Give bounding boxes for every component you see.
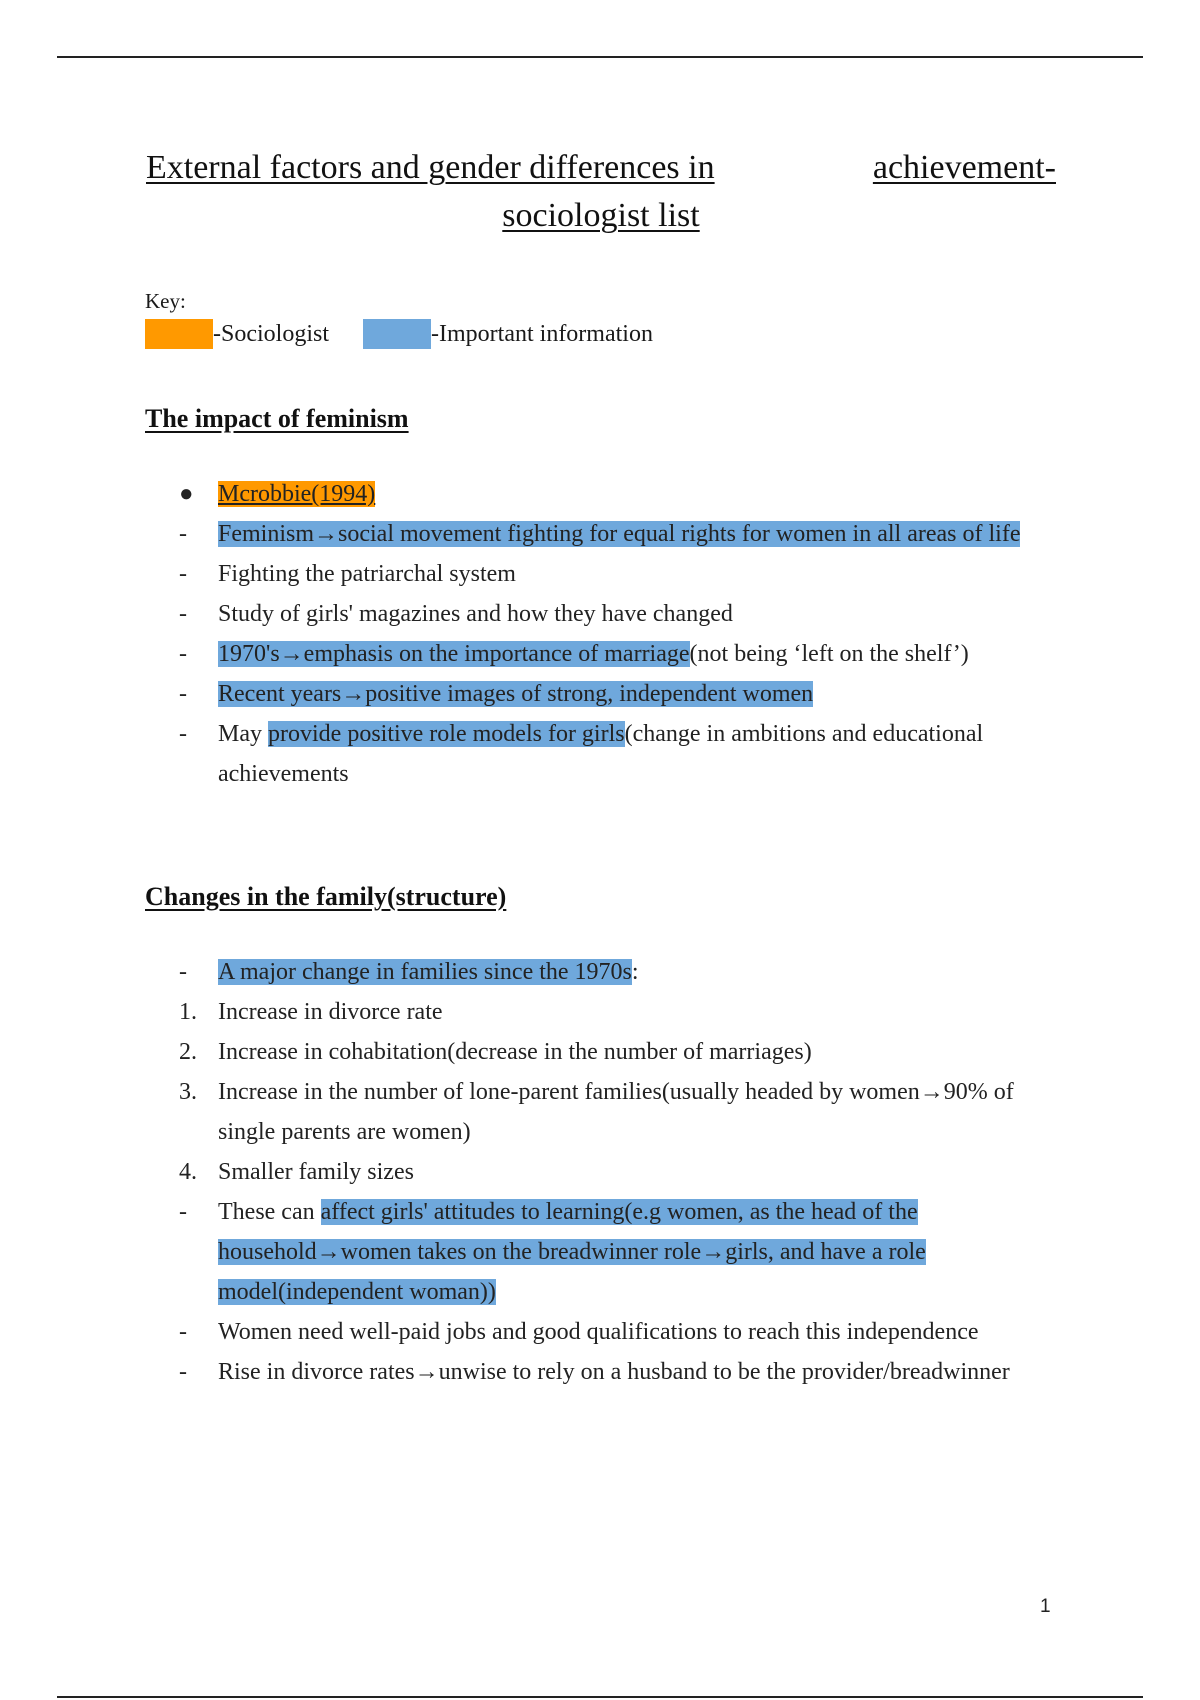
item-text: These can <box>218 1199 321 1225</box>
item-text: Smaller family sizes <box>218 1159 414 1185</box>
dash-marker: - <box>179 641 187 667</box>
page-title <box>146 144 1056 240</box>
important-swatch <box>363 319 431 349</box>
dash-marker: - <box>179 1199 187 1225</box>
list-item <box>145 992 1065 1032</box>
list-item <box>145 1152 1065 1192</box>
item-highlight: 1970's→emphasis on the importance of marriage <box>218 641 690 667</box>
item-text: : <box>631 959 639 985</box>
dash-marker: - <box>179 561 187 587</box>
list-item <box>145 1312 1065 1352</box>
number-marker: 2. <box>179 1039 197 1065</box>
top-rule <box>57 56 1143 58</box>
dash-marker: - <box>179 959 187 985</box>
bottom-rule <box>57 1696 1143 1698</box>
page-number: 1 <box>1040 1596 1051 1617</box>
item-highlight: provide positive role models for girls <box>268 721 625 747</box>
feminism-list <box>145 474 1065 794</box>
list-item <box>145 1192 1065 1312</box>
list-item <box>145 514 1065 554</box>
list-item <box>145 594 1065 634</box>
dash-marker: - <box>179 601 187 627</box>
item-highlight: A major change in families since the 1970s <box>218 959 632 985</box>
list-item <box>145 674 1065 714</box>
sociologist-swatch <box>145 319 213 349</box>
number-marker: 3. <box>179 1079 197 1105</box>
item-highlight: affect girls' attitudes to learning(e.g women, as the head of the household→women takes on the breadwinner role→girls, and have a role model(independent woman)) <box>218 1199 926 1305</box>
number-marker: 4. <box>179 1159 197 1185</box>
sociologist-key-text: -Sociologist <box>213 320 330 347</box>
item-text: Increase in cohabitation(decrease in the number of marriages) <box>218 1039 812 1065</box>
family-list <box>145 952 1065 1392</box>
item-text: Recent years→positive images of strong, independent women <box>218 681 814 707</box>
title-line2: sociologist list <box>502 197 700 234</box>
dash-marker: - <box>179 1359 187 1385</box>
family-heading: Changes in the family(structure) <box>145 882 507 911</box>
list-item <box>145 1352 1065 1392</box>
list-item <box>145 714 1065 794</box>
list-item <box>145 474 1065 514</box>
key-legend <box>145 318 653 350</box>
item-text: Rise in divorce rates→unwise to rely on a husband to be the provider/breadwinner <box>218 1359 1010 1385</box>
dash-marker: - <box>179 721 187 747</box>
item-text: Women need well-paid jobs and good qualifications to reach this independence <box>218 1319 979 1345</box>
item-text: Increase in divorce rate <box>218 999 443 1025</box>
list-item <box>145 554 1065 594</box>
item-text: (change in ambitions and educational achievements <box>218 721 984 787</box>
important-key-text: -Important information <box>431 320 653 347</box>
dash-marker: - <box>179 1319 187 1345</box>
item-text: Fighting the patriarchal system <box>218 561 516 587</box>
item-text: Feminism→social movement fighting for equal rights for women in all areas of life <box>218 521 1021 547</box>
title-line1-right: achievement- <box>872 149 1056 186</box>
list-item <box>145 1072 1065 1152</box>
dash-marker: - <box>179 521 187 547</box>
number-marker: 1. <box>179 999 197 1025</box>
item-text: Increase in the number of lone-parent families(usually headed by women→90% of single parents are women) <box>218 1079 1014 1145</box>
sociologist-name: Mcrobbie(1994) <box>218 481 376 507</box>
bullet-marker: ● <box>179 481 194 507</box>
key-label: Key: <box>145 289 186 313</box>
item-text: Study of girls' magazines and how they have changed <box>218 601 733 627</box>
title-line1-left: External factors and gender differences in <box>146 149 715 186</box>
item-text: May <box>218 721 268 747</box>
list-item <box>145 1032 1065 1072</box>
feminism-heading: The impact of feminism <box>145 404 409 433</box>
list-item <box>145 952 1065 992</box>
item-text: (not being ‘left on the shelf’) <box>689 641 969 667</box>
list-item <box>145 634 1065 674</box>
dash-marker: - <box>179 681 187 707</box>
